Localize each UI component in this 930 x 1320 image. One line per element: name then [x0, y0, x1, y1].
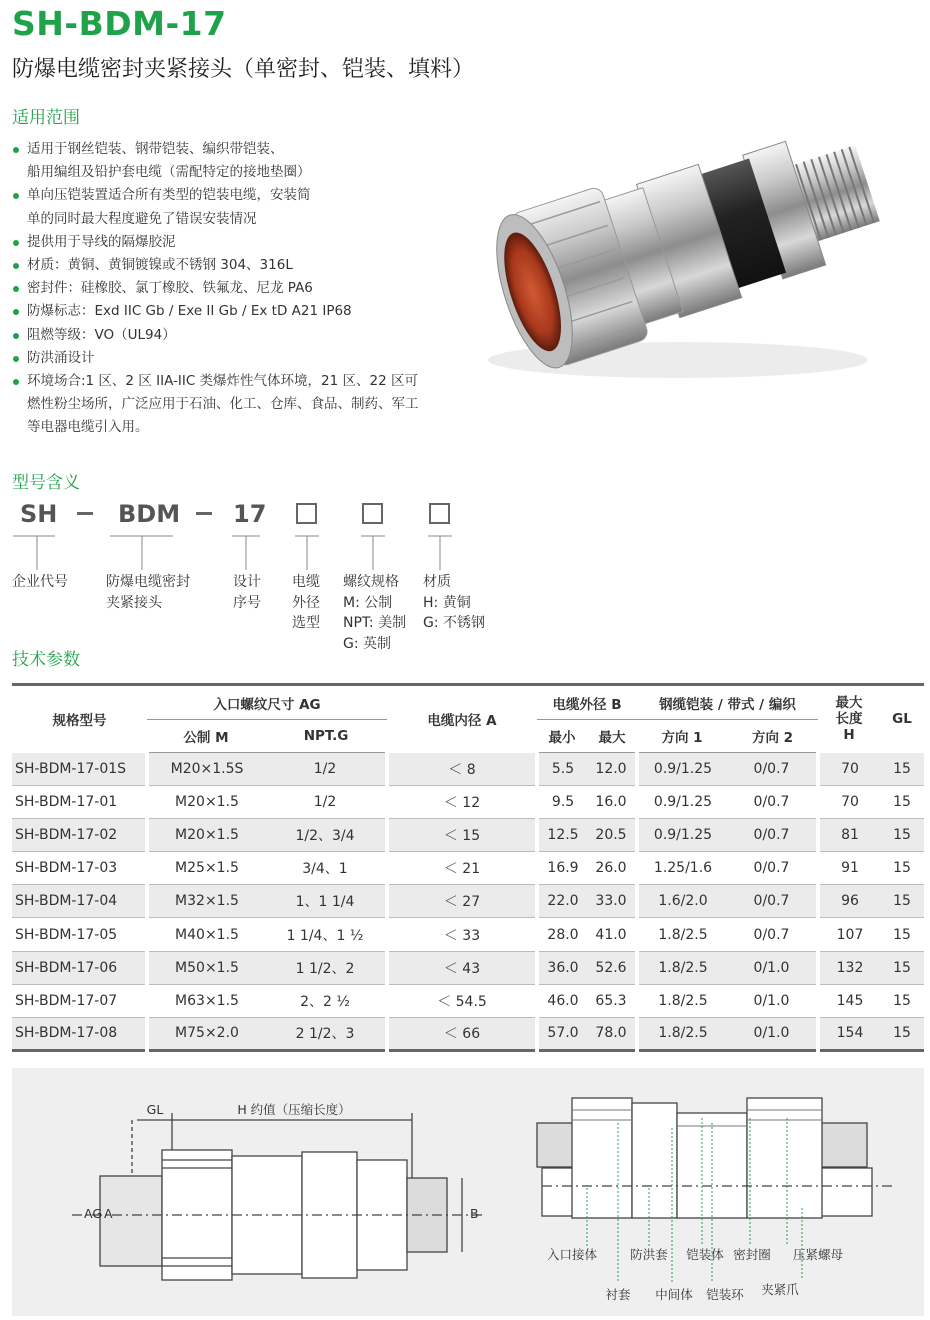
cell-model: SH-BDM-17-01 — [12, 786, 147, 819]
th-inner: 电缆内径 A — [387, 685, 537, 753]
th-model: 规格型号 — [12, 685, 147, 753]
scope-heading: 适用范围 — [12, 108, 80, 128]
cell-dir2: 0/1.0 — [727, 951, 818, 984]
part-label-inlet: 入口接体 — [546, 1247, 598, 1262]
th-metric: 公制 M — [147, 720, 265, 753]
cell-dir1: 1.8/2.5 — [637, 918, 727, 951]
cell-npt: 1 1/4、1 ½ — [265, 918, 387, 951]
cell-npt: 1/2 — [265, 753, 387, 786]
cell-dir2: 0/1.0 — [727, 1017, 818, 1050]
table-row — [12, 819, 924, 852]
cell-max: 26.0 — [587, 852, 637, 885]
code-box-material — [429, 503, 450, 524]
scope-item: 提供用于导线的隔爆胶泥 — [12, 231, 462, 254]
dim-a-label: A — [104, 1206, 113, 1221]
th-npt: NPT.G — [265, 720, 387, 753]
table-row — [12, 885, 924, 918]
cell-max: 65.3 — [587, 984, 637, 1017]
product-photo — [468, 80, 918, 410]
cell-dir2: 0/0.7 — [727, 819, 818, 852]
cell-metric: M75×2.0 — [147, 1017, 265, 1050]
dim-ag-label: AG — [84, 1206, 103, 1221]
cell-gl: 15 — [880, 753, 924, 786]
scope-item: 阻燃等级：VO（UL94） — [12, 324, 462, 347]
code-part-17: 17 — [233, 500, 267, 528]
part-label-middle: 中间体 — [655, 1287, 693, 1302]
model-heading: 型号含义 — [12, 473, 80, 493]
cell-model: SH-BDM-17-02 — [12, 819, 147, 852]
cell-inner: ＜ 43 — [387, 951, 537, 984]
part-label-armor-ring: 铠装环 — [706, 1287, 744, 1302]
cell-gl: 15 — [880, 918, 924, 951]
cell-inner: ＜ 66 — [387, 1017, 537, 1050]
cell-metric: M25×1.5 — [147, 852, 265, 885]
cell-dir2: 0/0.7 — [727, 918, 818, 951]
code-part-bdm: BDM — [118, 500, 181, 528]
cell-model: SH-BDM-17-07 — [12, 984, 147, 1017]
cell-dir1: 1.8/2.5 — [637, 984, 727, 1017]
code-part-sh: SH — [20, 500, 58, 528]
th-length: 最大 长度 H — [818, 685, 880, 753]
table-row — [12, 852, 924, 885]
drawing-panel — [12, 1068, 924, 1316]
scope-item-cont: 船用编组及铅护套电缆（需配特定的接地垫圈） — [27, 164, 311, 181]
scope-item: 适用于钢丝铠装、钢带铠装、编织带铠装、 — [12, 138, 462, 161]
cell-min: 46.0 — [537, 984, 587, 1017]
cell-min: 16.9 — [537, 852, 587, 885]
cell-dir2: 0/0.7 — [727, 852, 818, 885]
spec-table-body — [12, 753, 924, 1051]
cell-inner: ＜ 15 — [387, 819, 537, 852]
code-label-thread: 螺纹规格 M: 公制 NPT: 美制 G: 英制 — [343, 574, 407, 652]
cell-min: 9.5 — [537, 786, 587, 819]
cell-length: 145 — [818, 984, 880, 1017]
cell-metric: M50×1.5 — [147, 951, 265, 984]
th-dir1: 方向 1 — [637, 720, 727, 753]
cell-length: 154 — [818, 1017, 880, 1050]
cell-metric: M40×1.5 — [147, 918, 265, 951]
cell-max: 20.5 — [587, 819, 637, 852]
table-row — [12, 753, 924, 786]
cell-model: SH-BDM-17-01S — [12, 753, 147, 786]
cell-npt: 3/4、1 — [265, 852, 387, 885]
cell-dir1: 0.9/1.25 — [637, 819, 727, 852]
cell-metric: M20×1.5S — [147, 753, 265, 786]
th-max: 最大 — [587, 720, 637, 753]
cell-min: 28.0 — [537, 918, 587, 951]
cell-dir1: 1.6/2.0 — [637, 885, 727, 918]
cell-model: SH-BDM-17-08 — [12, 1017, 147, 1050]
table-row — [12, 951, 924, 984]
code-dash — [196, 512, 212, 515]
scope-item-cont: 等电器电缆引入用。 — [27, 419, 149, 436]
cell-gl: 15 — [880, 852, 924, 885]
cell-model: SH-BDM-17-03 — [12, 852, 147, 885]
cell-gl: 15 — [880, 786, 924, 819]
technical-drawings — [12, 1068, 924, 1316]
th-thread: 入口螺纹尺寸 AG — [147, 685, 387, 720]
cell-gl: 15 — [880, 819, 924, 852]
cell-min: 22.0 — [537, 885, 587, 918]
th-min: 最小 — [537, 720, 587, 753]
cell-min: 5.5 — [537, 753, 587, 786]
cell-inner: ＜ 33 — [387, 918, 537, 951]
page-subtitle: 防爆电缆密封夹紧接头（单密封、铠装、填料） — [12, 57, 475, 82]
code-dash — [77, 512, 93, 515]
cell-metric: M20×1.5 — [147, 819, 265, 852]
cell-metric: M63×1.5 — [147, 984, 265, 1017]
code-label-design: 设计 序号 — [233, 574, 261, 611]
dimension-drawing — [72, 1113, 482, 1280]
code-label-product: 防爆电缆密封 夹紧接头 — [106, 574, 190, 611]
th-dir2: 方向 2 — [727, 720, 818, 753]
table-row — [12, 1017, 924, 1050]
params-heading: 技术参数 — [12, 650, 80, 670]
part-label-seal: 密封圈 — [733, 1247, 771, 1262]
scope-item: 防爆标志：Exd IIC Gb / Exe II Gb / Ex tD A21 IP68 — [12, 300, 462, 323]
cell-max: 16.0 — [587, 786, 637, 819]
cell-length: 107 — [818, 918, 880, 951]
cell-length: 70 — [818, 786, 880, 819]
cell-gl: 15 — [880, 951, 924, 984]
part-label-clamp: 夹紧爪 — [761, 1282, 799, 1297]
cell-max: 78.0 — [587, 1017, 637, 1050]
cell-inner: ＜ 54.5 — [387, 984, 537, 1017]
cell-min: 36.0 — [537, 951, 587, 984]
table-row — [12, 786, 924, 819]
cell-dir2: 0/0.7 — [727, 885, 818, 918]
code-label-diameter: 电缆 外径 选型 — [292, 574, 320, 631]
cell-dir2: 0/0.7 — [727, 786, 818, 819]
part-label-nut: 压紧螺母 — [792, 1247, 844, 1262]
cell-inner: ＜ 12 — [387, 786, 537, 819]
spec-table — [12, 683, 924, 1052]
cell-model: SH-BDM-17-06 — [12, 951, 147, 984]
cell-length: 70 — [818, 753, 880, 786]
code-box-diameter — [296, 503, 317, 524]
cell-max: 12.0 — [587, 753, 637, 786]
cell-dir2: 0/0.7 — [727, 753, 818, 786]
page-title: SH-BDM-17 — [12, 4, 227, 43]
code-label-company: 企业代号 — [12, 574, 68, 590]
cell-model: SH-BDM-17-05 — [12, 918, 147, 951]
scope-item: 环境场合:1 区、2 区 IIA-IIC 类爆炸性气体环境，21 区、22 区可 — [12, 370, 462, 393]
cell-max: 52.6 — [587, 951, 637, 984]
cell-npt: 2 1/2、3 — [265, 1017, 387, 1050]
cell-length: 81 — [818, 819, 880, 852]
cell-gl: 15 — [880, 885, 924, 918]
cell-length: 132 — [818, 951, 880, 984]
scope-item-cont: 燃性粉尘场所，广泛应用于石油、化工、仓库、食品、制药、军工 — [27, 396, 419, 413]
cell-inner: ＜ 8 — [387, 753, 537, 786]
part-label-armor-body: 铠装体 — [686, 1247, 724, 1262]
dim-gl-label: GL — [146, 1102, 164, 1117]
scope-item: 防洪涌设计 — [12, 347, 462, 370]
cell-min: 57.0 — [537, 1017, 587, 1050]
cell-dir1: 0.9/1.25 — [637, 753, 727, 786]
scope-item-cont: 单的同时最大程度避免了错误安装情况 — [27, 210, 257, 227]
scope-list — [12, 138, 462, 440]
th-armor: 钢缆铠装 / 带式 / 编织 — [637, 685, 818, 720]
cell-dir1: 1.8/2.5 — [637, 1017, 727, 1050]
cell-npt: 2、2 ½ — [265, 984, 387, 1017]
scope-item: 密封件：硅橡胶、氯丁橡胶、铁氟龙、尼龙 PA6 — [12, 277, 462, 300]
scope-item: 单向压铠装置适合所有类型的铠装电缆，安装简 — [12, 184, 462, 207]
cell-npt: 1/2、3/4 — [265, 819, 387, 852]
cell-npt: 1 1/2、2 — [265, 951, 387, 984]
cell-inner: ＜ 27 — [387, 885, 537, 918]
cell-gl: 15 — [880, 984, 924, 1017]
cell-dir2: 0/1.0 — [727, 984, 818, 1017]
dim-b-label: B — [470, 1206, 479, 1221]
cell-dir1: 1.8/2.5 — [637, 951, 727, 984]
cell-dir1: 1.25/1.6 — [637, 852, 727, 885]
cell-length: 96 — [818, 885, 880, 918]
cell-npt: 1、1 1/4 — [265, 885, 387, 918]
cell-gl: 15 — [880, 1017, 924, 1050]
cell-max: 41.0 — [587, 918, 637, 951]
table-row — [12, 918, 924, 951]
code-label-material: 材质 H: 黄铜 G: 不锈钢 — [423, 574, 486, 631]
cell-max: 33.0 — [587, 885, 637, 918]
scope-item: 材质：黄铜、黄铜镀镍或不锈钢 304、316L — [12, 254, 462, 277]
part-label-bushing: 衬套 — [605, 1287, 631, 1302]
cell-metric: M32×1.5 — [147, 885, 265, 918]
cell-length: 91 — [818, 852, 880, 885]
dim-h-label: H 约值（压缩长度） — [237, 1102, 351, 1117]
cell-inner: ＜ 21 — [387, 852, 537, 885]
table-row — [12, 984, 924, 1017]
cell-npt: 1/2 — [265, 786, 387, 819]
th-outer: 电缆外径 B — [537, 685, 637, 720]
cell-metric: M20×1.5 — [147, 786, 265, 819]
cell-dir1: 0.9/1.25 — [637, 786, 727, 819]
model-connector-lines — [0, 528, 560, 572]
cell-model: SH-BDM-17-04 — [12, 885, 147, 918]
code-box-thread — [362, 503, 383, 524]
part-label-flood-sleeve: 防洪套 — [630, 1247, 668, 1262]
cell-min: 12.5 — [537, 819, 587, 852]
th-gl: GL — [880, 685, 924, 753]
